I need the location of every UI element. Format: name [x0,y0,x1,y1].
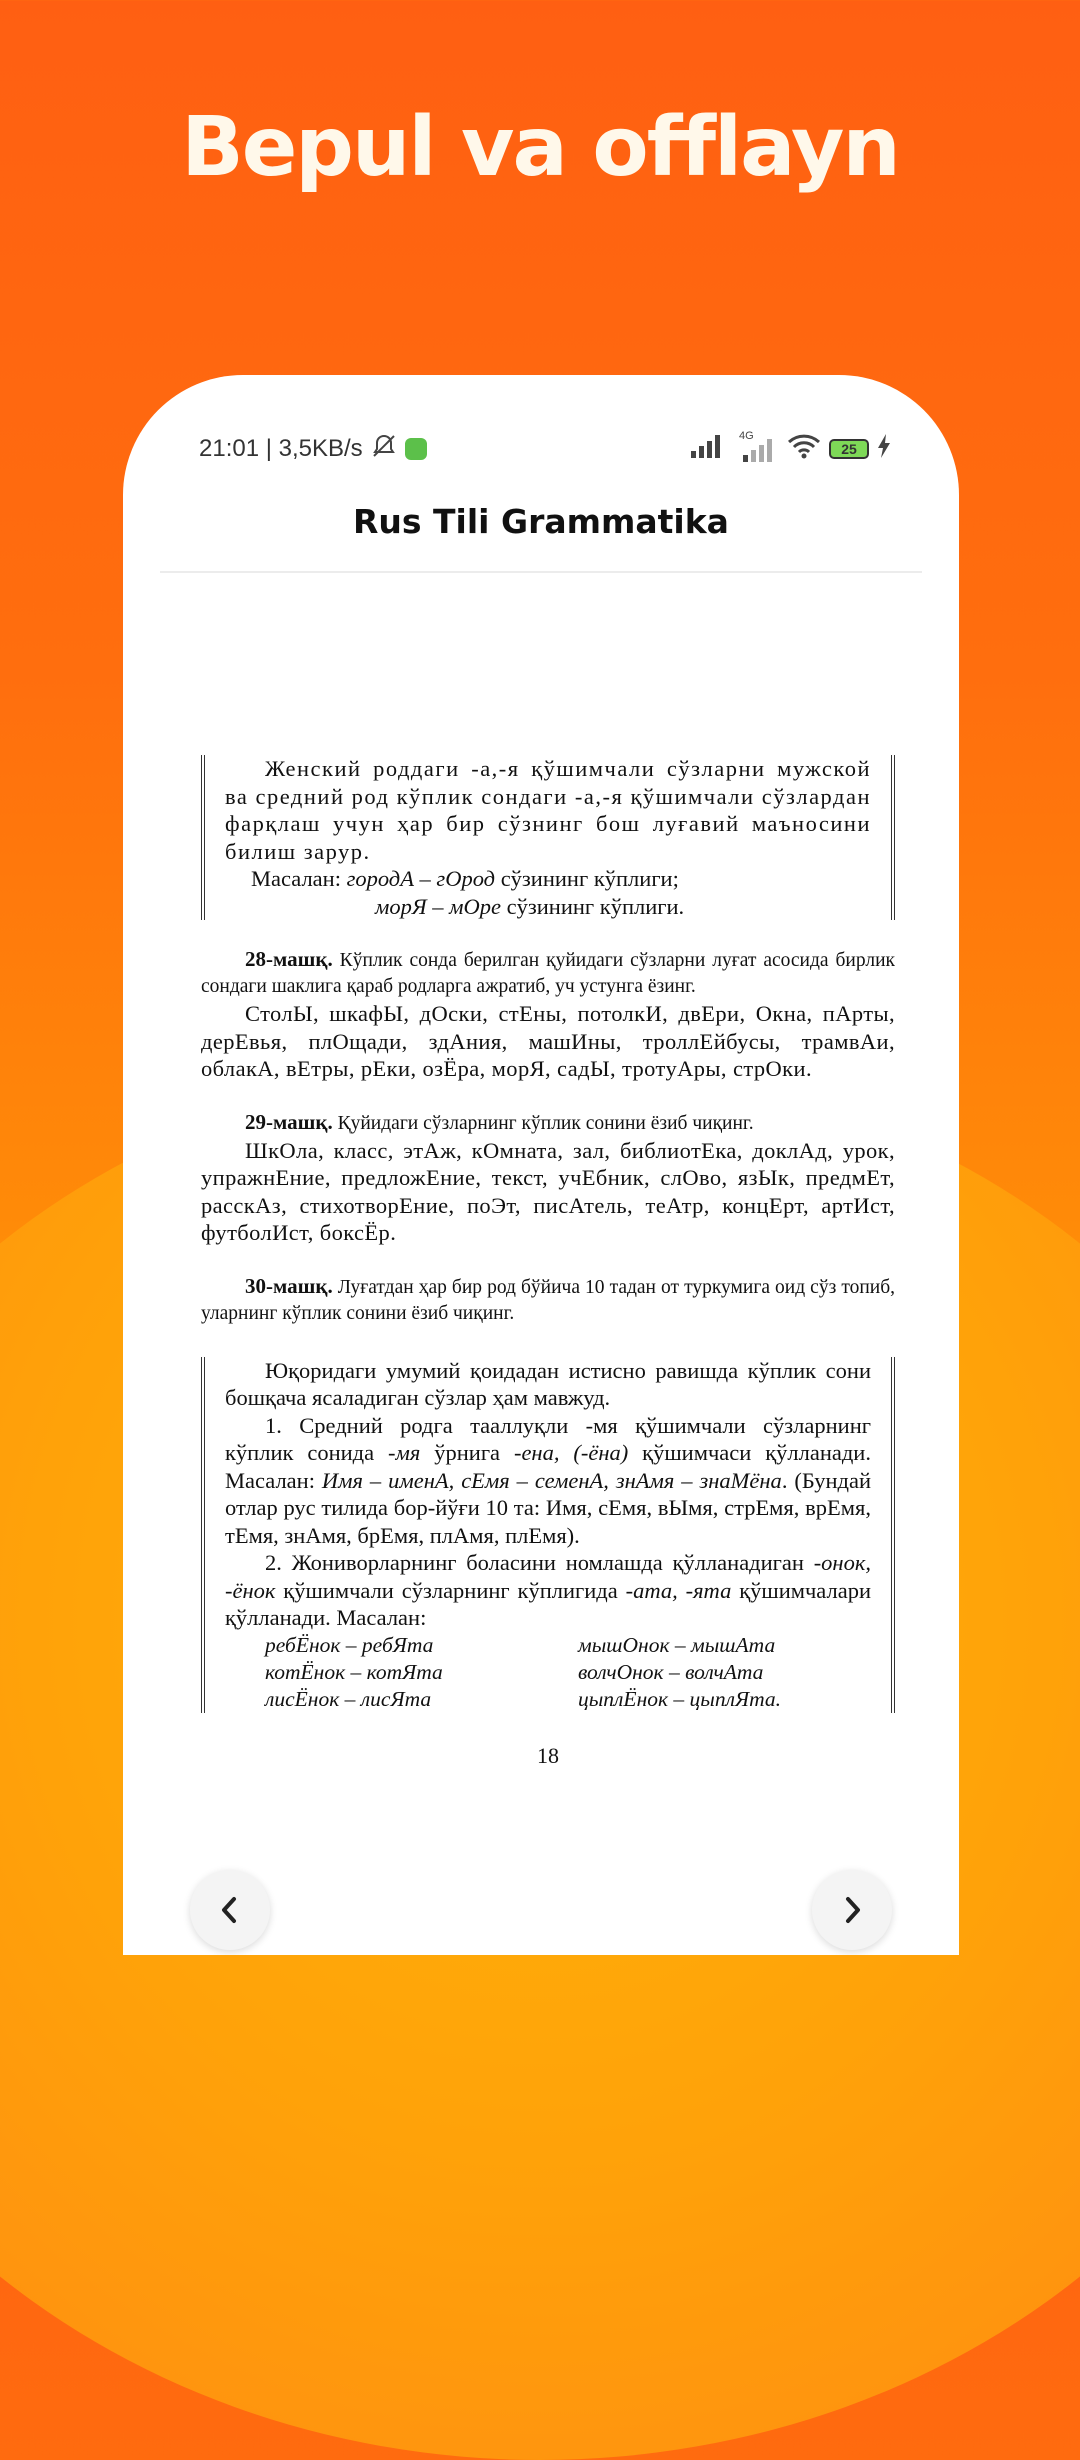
charging-bolt-icon [877,434,891,465]
exercise30-task: Луғатдан ҳар бир род бўйича 10 тадан от туркумига оид сўз топиб, уларнинг кўплик сонини ёзиб чиқинг. [201,1276,895,1324]
rule2-p1-f: Имя – именА, сЕмя – семенА, знАмя – знаМёна [321,1467,782,1493]
status-right [691,430,891,466]
phone-frame [123,375,959,1955]
exercise28-words: СтолЫ, шкафЫ, дОски, стЕны, потолкИ, двЕри, Окна, пАрты, дерЕвья, плОщади, здАния, машИны, троллЕйбусы, трамвАи, облакА, вЕтры, рЕки, озЁра, морЯ, садЫ, тротуАры, стрОки. [201,1001,895,1081]
example1-word: городА – гОрод [346,866,496,891]
rule-box-1 [201,755,895,920]
rule2-p1-d: -ена, (-ёна) [513,1440,629,1465]
exercise28-label: 28-машқ. [245,947,333,971]
rule2-p1-c: ўрнига [420,1440,514,1465]
example-pair: мышОнок – мышАта [578,1632,776,1657]
exercise-29 [201,1109,895,1247]
wifi-icon [787,433,821,466]
exercise29-task: Қуйидаги сўзларнинг кўплик сонини ёзиб чиқинг. [332,1112,754,1134]
rule1-example1 [225,865,871,893]
chevron-right-icon [840,1895,864,1925]
app-title: Rus Tili Grammatika [353,501,729,541]
example1-rest: сўзининг кўплиги; [495,866,679,891]
rule2-point1 [225,1412,871,1550]
network-type-label: 4G [739,430,754,442]
example-pair: котЁнок – котЯта [265,1659,443,1684]
status-left [199,433,427,466]
signal-icon [691,434,725,465]
app-header [160,471,922,573]
example-pair: лисЁнок – лисЯта [265,1686,432,1711]
rule2-p2-a: 2. Жониворларнинг боласини номлашда қўлланадиган [265,1550,814,1575]
example-pair: волчОнок – волчАта [578,1659,764,1684]
page-number: 18 [537,1742,559,1768]
example-pair: цыплЁнок – цыплЯта. [578,1686,782,1711]
rule2-p2-c: қўшимчали сўзларнинг кўплигида [275,1577,626,1603]
example-label: Масалан: [251,866,341,891]
previous-page-button[interactable] [190,1870,270,1950]
rule2-examples [225,1632,871,1713]
rule2-p1-a: 1. Средний родга тааллуқли -мя қўшимчали сўзларнинг кўплик сонида [225,1412,871,1465]
rule2-p1-e: қўшимчаси қўлланади. Масалан: [225,1440,871,1493]
app-notification-icon [405,438,427,460]
battery-icon: 25 [829,439,869,459]
example2-word: морЯ – мОре [375,893,501,919]
promo-headline: Bepul va offlayn [181,100,899,195]
rule2-p2-e: қўшимчалари қўлланади. Масалан: [225,1577,871,1630]
exercise29-words: ШкОла, класс, этАж, кОмната, зал, библиотЕка, доклАд, урок, упражнЕние, предложЕние, текст, учЕбник, слОво, язЫк, предмЕт, расскАз, стихотворЕние, поЭт, писАтель, теАтр, концЕрт, артИст, футболИст, боксЁр. [201,1137,895,1245]
rule2-point2 [225,1549,871,1632]
rule2-p1-b: -мя [388,1440,421,1465]
signal-4g-icon [733,430,779,462]
chevron-left-icon [218,1895,242,1925]
exercise28-task: Кўплик сонда берилган қуйидаги сўзларни луғат асосида бирлик сондаги шаклига қараб родларга ажратиб, уч устунга ёзинг. [201,950,895,997]
next-page-button[interactable] [812,1870,892,1950]
exercise-28 [201,946,895,1083]
status-time-speed: 21:01 | 3,5KB/s [199,435,363,462]
rule1-text: Женский роддаги -а,-я қўшимчали сўзларни мужской ва средний род кўплик сондаги -а,-я қўшимчали сўзлардан фарқлаш учун ҳар бир сўзнинг бош луғавий маъносини билиш зарур. [225,756,871,864]
exercise-30 [201,1273,895,1327]
example2-rest: сўзининг кўплиги. [501,893,685,919]
rule2-intro: Юқоридаги умумий қоидадан истисно равишда кўплик сони бошқача ясаладиган сўзлар ҳам мавжуд. [225,1357,871,1410]
exercise29-label: 29-машқ. [245,1109,333,1134]
rule2-p2-d: -ата, -ята [625,1577,732,1603]
status-bar [199,431,891,467]
mute-bell-icon [371,433,397,466]
book-page [201,755,895,1769]
rule1-example2 [225,893,871,921]
example-pair: ребЁнок – ребЯта [265,1632,434,1657]
rule2-p1-g: . (Бундай отлар рус тилида бор-йўғи 10 та: Имя, сЕмя, вЫмя, стрЕмя, врЕмя, тЕмя, знАмя, брЕмя, плАмя, плЕмя). [225,1467,872,1548]
rule2-p2-b: -онок, -ёнок [225,1550,871,1603]
exercise30-label: 30-машқ. [245,1273,333,1298]
rule-box-2 [201,1357,895,1713]
